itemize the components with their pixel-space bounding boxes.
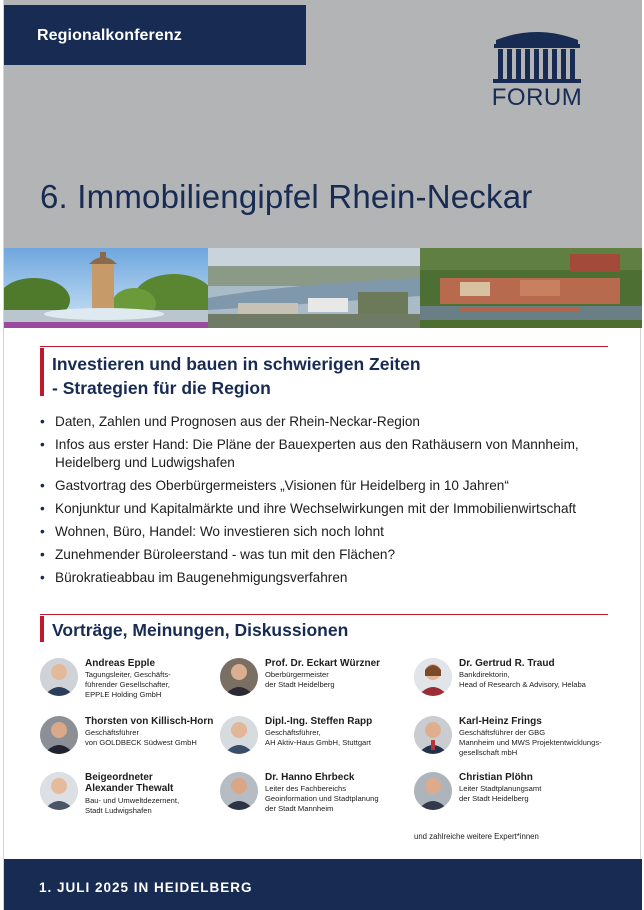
avatar xyxy=(40,716,78,754)
photo-heidelberg-old-town xyxy=(420,248,642,328)
speaker-role: Geschäftsführer von GOLDBECK Südwest GmbH xyxy=(85,728,197,747)
speaker-name: Karl-Heinz Frings xyxy=(459,716,542,727)
speaker-card xyxy=(220,772,410,822)
speaker-name: Andreas Epple xyxy=(85,658,156,669)
speaker-role: Leiter des Fachbereichs Geoinformation und Stadtplanung der Stadt Mannheim xyxy=(265,784,379,813)
photo-ludwigshafen-river xyxy=(208,248,420,328)
avatar xyxy=(414,772,452,810)
avatar xyxy=(40,772,78,810)
header-band xyxy=(4,0,642,248)
section-heading-line2: - Strategien für die Region xyxy=(52,378,271,398)
section-accent-bar xyxy=(40,348,44,396)
page-title: 6. Immobiliengipfel Rhein-Neckar xyxy=(40,178,533,215)
section-divider xyxy=(40,614,608,615)
section-accent-bar xyxy=(40,616,44,642)
topic-list xyxy=(40,413,620,592)
speaker-name: Dipl.-Ing. Steffen Rapp xyxy=(265,716,373,727)
speaker-card xyxy=(414,772,604,822)
avatar xyxy=(414,658,452,696)
event-date-location: 1. JULI 2025 IN HEIDELBERG xyxy=(39,880,253,895)
avatar xyxy=(220,658,258,696)
speaker-card xyxy=(40,716,230,766)
list-item: • Zunehmender Büroleerstand - was tun mit den Flächen? xyxy=(40,547,396,562)
speaker-card xyxy=(220,658,410,708)
speaker-name: Christian Plöhn xyxy=(459,772,533,783)
forum-logo xyxy=(488,26,586,112)
speaker-name: Thorsten von Killisch-Horn xyxy=(85,716,214,727)
more-experts-note: und zahlreiche weitere Expert*innen xyxy=(414,832,539,841)
temple-icon xyxy=(488,26,586,86)
speaker-role: Bankdirektorin, Head of Research & Advisory, Helaba xyxy=(459,670,586,689)
event-type-banner xyxy=(4,5,306,65)
speaker-card xyxy=(414,658,604,708)
list-item: • Gastvortrag des Oberbürgermeisters „Visionen für Heidelberg in 10 Jahren“ xyxy=(40,478,509,493)
list-item: • Infos aus erster Hand: Die Pläne der Bauexperten aus den Rathäusern von Mannheim, Heidelberg und Ludwigshafen xyxy=(40,437,579,470)
speaker-card xyxy=(220,716,410,766)
speaker-name: Dr. Gertrud R. Traud xyxy=(459,658,555,669)
speaker-role: Geschäftsführer der GBG Mannheim und MWS Projektentwicklungs- gesellschaft mbH xyxy=(459,728,602,757)
photo-strip xyxy=(4,248,642,328)
list-item: • Daten, Zahlen und Prognosen aus der Rhein-Neckar-Region xyxy=(40,414,420,429)
speaker-name: Prof. Dr. Eckart Würzner xyxy=(265,658,381,669)
speaker-role: Geschäftsführer, AH Aktiv-Haus GmbH, Stuttgart xyxy=(265,728,371,747)
speaker-role: Tagungsleiter, Geschäfts- führender Gesellschafter, EPPLE Holding GmbH xyxy=(85,670,171,699)
footer-banner xyxy=(4,859,642,910)
speaker-role: Leiter Stadtplanungsamt der Stadt Heidelberg xyxy=(459,784,542,803)
logo-wordmark: FORUM xyxy=(491,84,583,111)
speaker-card xyxy=(40,772,230,822)
list-item: • Bürokratieabbau im Baugenehmigungsverfahren xyxy=(40,570,348,585)
list-item: • Konjunktur und Kapitalmärkte und ihre Wechselwirkungen mit der Immobilienwirtschaft xyxy=(40,501,577,516)
speaker-name: Dr. Hanno Ehrbeck xyxy=(265,772,355,783)
speaker-card xyxy=(414,716,604,766)
flyer-page xyxy=(3,0,641,910)
section-heading-line1: Investieren und bauen in schwierigen Zeiten xyxy=(52,354,421,374)
avatar xyxy=(220,772,258,810)
event-type-label: Regionalkonferenz xyxy=(37,27,182,44)
avatar xyxy=(414,716,452,754)
speaker-role: Oberbürgermeister der Stadt Heidelberg xyxy=(265,670,335,689)
speaker-card xyxy=(40,658,230,708)
avatar xyxy=(220,716,258,754)
photo-mannheim-water-tower xyxy=(4,248,208,328)
list-item: • Wohnen, Büro, Handel: Wo investieren sich noch lohnt xyxy=(40,524,384,539)
speaker-role: Bau- und Umweltdezernent, Stadt Ludwigshafen xyxy=(85,796,180,815)
speakers-heading: Vorträge, Meinungen, Diskussionen xyxy=(52,620,349,640)
avatar xyxy=(40,658,78,696)
speaker-name: Beigeordneter Alexander Thewalt xyxy=(85,772,174,794)
section-divider xyxy=(40,346,608,347)
